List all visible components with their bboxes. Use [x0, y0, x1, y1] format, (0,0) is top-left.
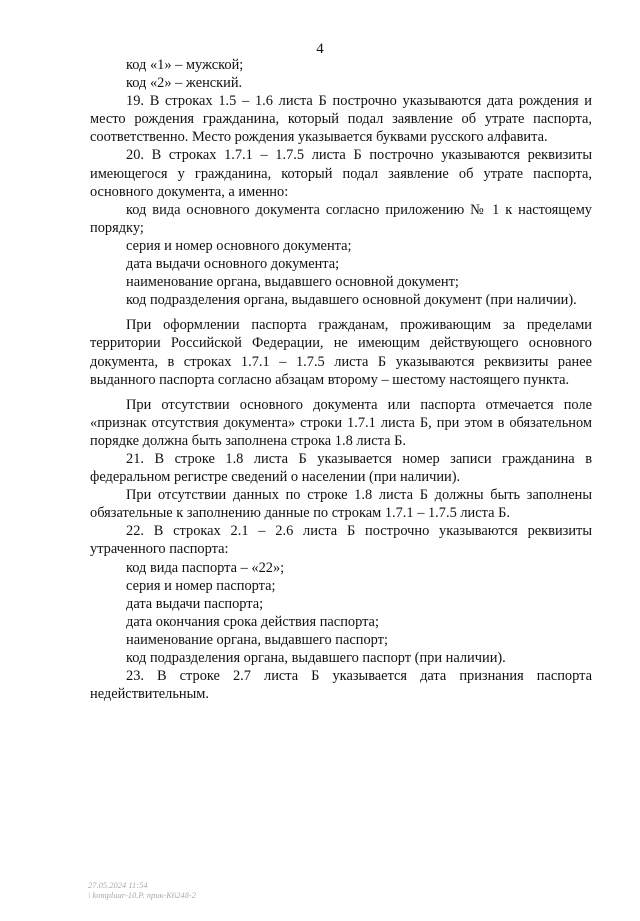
paragraph: При оформлении паспорта гражданам, проживающим за пределами территории Российской Федерации, не имеющим действующего основного документа, в строках 1.7.1 – 1.7.5 листа Б указываются реквизиты ранее выданного паспорта согласно абзацам второму – шестому настоящего пункта.: [90, 317, 592, 388]
list-item: код подразделения органа, выдавшего основной документ (при наличии).: [126, 292, 577, 309]
document-body: [90, 56, 592, 703]
list-item: код «1» – мужской;: [126, 57, 244, 73]
paragraph: При отсутствии основного документа или паспорта отмечается поле «признак отсутствия документа» строки 1.7.1 листа Б, при этом в обязательном порядке должна быть заполнена строка 1.8 листа Б.: [90, 396, 592, 449]
paragraph: 19. В строках 1.5 – 1.6 листа Б построчно указываются дата рождения и место рождения гражданина, который подал заявление об утрате паспорта, соответственно. Место рождения указывается буквами русского алфавита.: [90, 93, 592, 146]
list-item: дата выдачи паспорта;: [126, 595, 264, 612]
paragraph: 23. В строке 2.7 листа Б указывается дата признания паспорта недействительным.: [90, 668, 592, 703]
list-item: наименование органа, выдавшего паспорт;: [126, 631, 388, 648]
list-item: наименование органа, выдавшего основной документ;: [126, 274, 459, 291]
stamp-date: 27.05.2024 11:54: [88, 880, 148, 890]
list-item: дата выдачи основного документа;: [126, 256, 340, 273]
list-item: дата окончания срока действия паспорта;: [126, 613, 379, 630]
list-item: код «2» – женский.: [126, 75, 243, 92]
list-item: серия и номер паспорта;: [126, 577, 276, 594]
stamp-ref: \ kompluar-10.P. npuк-K6248-2: [88, 890, 197, 900]
list-item: код вида основного документа согласно приложению № 1 к настоящему порядку;: [90, 201, 592, 236]
paragraph: 20. В строках 1.7.1 – 1.7.5 листа Б построчно указываются реквизиты имеющегося у гражданина, который подал заявление об утрате паспорта, основного документа, а именно:: [90, 147, 592, 200]
paragraph: 22. В строках 2.1 – 2.6 листа Б построчно указываются реквизиты утраченного паспорта:: [90, 523, 592, 558]
list-item: код вида паспорта – «22»;: [126, 559, 285, 576]
paragraph: 21. В строке 1.8 листа Б указывается номер записи гражданина в федеральном регистре сведений о населении (при наличии).: [90, 450, 592, 486]
paragraph: При отсутствии данных по строке 1.8 листа Б должны быть заполнены обязательные к заполнению данные по строкам 1.7.1 – 1.7.5 листа Б.: [90, 487, 592, 522]
list-item: код подразделения органа, выдавшего паспорт (при наличии).: [126, 650, 506, 666]
page-number: 4: [316, 41, 324, 57]
print-stamp: [88, 880, 196, 900]
list-item: серия и номер основного документа;: [126, 237, 352, 254]
